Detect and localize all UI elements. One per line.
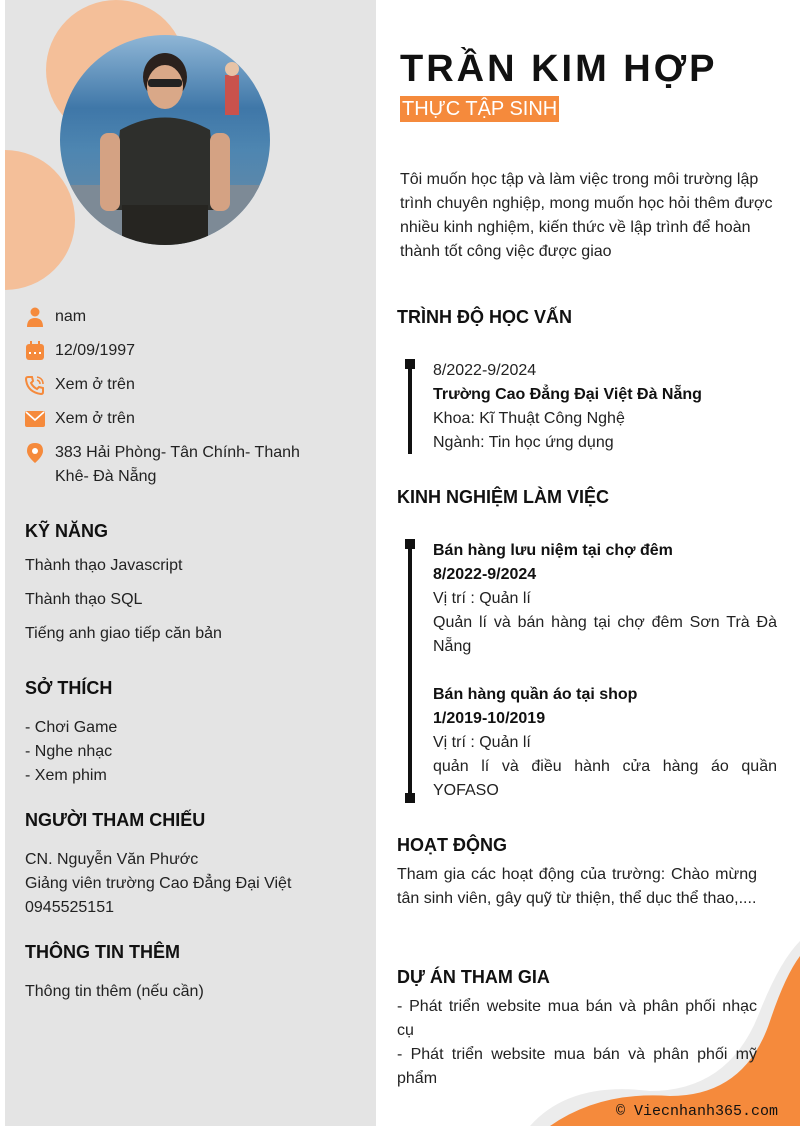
candidate-role: THỰC TẬP SINH [402, 98, 558, 120]
reference-name: CN. Nguyễn Văn Phước [25, 851, 199, 868]
extra-text: Thông tin thêm (nếu cần) [25, 983, 204, 1000]
job-company: Bán hàng lưu niệm tại chợ đêm [433, 542, 673, 559]
hobby-item: - Chơi Game [25, 719, 118, 736]
education-heading: TRÌNH ĐỘ HỌC VẤN [397, 307, 572, 327]
education-major: Ngành: Tin học ứng dụng [433, 434, 614, 451]
timeline-line [408, 364, 412, 454]
hobbies-heading: SỞ THÍCH [25, 678, 113, 698]
email-text: Xem ở trên [55, 410, 135, 427]
project-item: - Phát triển website mua bán và phân phối mỹ phẩm [397, 1046, 757, 1087]
hobby-item: - Xem phim [25, 767, 107, 784]
location-pin-icon [25, 441, 45, 465]
calendar-icon [25, 339, 45, 363]
reference-phone: 0945525151 [25, 899, 114, 916]
contact-address [25, 441, 335, 489]
contact-birthday [25, 339, 325, 363]
skill-item: Thành thạo SQL [25, 591, 143, 608]
skills-heading: KỸ NĂNG [25, 521, 109, 541]
phone-text: Xem ở trên [55, 376, 135, 393]
job-description: quản lí và điều hành cửa hàng áo quần YOFASO [433, 758, 777, 799]
phone-icon [25, 373, 45, 397]
birthday-text: 12/09/1997 [55, 342, 136, 359]
job-description: Quản lí và bán hàng tại chợ đêm Sơn Trà Đà Nẵng [433, 614, 777, 655]
candidate-name: TRẦN KIM HỢP [400, 48, 718, 90]
timeline-line [408, 544, 412, 799]
job-position: Vị trí : Quản lí [433, 734, 531, 751]
extra-heading: THÔNG TIN THÊM [25, 942, 180, 962]
mail-icon [25, 407, 45, 431]
experience-heading: KINH NGHIỆM LÀM VIỆC [397, 487, 610, 507]
hobby-item: - Nghe nhạc [25, 743, 113, 760]
references-heading: NGƯỜI THAM CHIẾU [25, 810, 206, 830]
projects-heading: DỰ ÁN THAM GIA [397, 967, 550, 987]
experience-entry [433, 683, 777, 803]
timeline-cap [405, 793, 415, 803]
reference-position: Giảng viên trường Cao Đẳng Đại Việt [25, 875, 292, 892]
job-period: 8/2022-9/2024 [433, 566, 537, 583]
job-position: Vị trí : Quản lí [433, 590, 531, 607]
copyright: © Viecnhanh365.com [615, 1103, 778, 1120]
skill-item: Thành thạo Javascript [25, 557, 183, 574]
career-objective: Tôi muốn học tập và làm việc trong môi trường lập trình chuyên nghiệp, mong muốn học hỏi thêm được nhiều kinh nghiệm, kiến thức về lập trình để hoàn thành tốt công việc được giao [400, 171, 773, 260]
education-faculty: Khoa: Kĩ Thuật Công Nghệ [433, 410, 625, 427]
activities-heading: HOẠT ĐỘNG [397, 835, 507, 855]
person-icon [25, 305, 45, 329]
job-company: Bán hàng quần áo tại shop [433, 686, 638, 703]
skill-item: Tiếng anh giao tiếp căn bản [25, 625, 222, 642]
job-period: 1/2019-10/2019 [433, 710, 546, 727]
contact-phone [25, 373, 325, 397]
contact-gender [25, 305, 325, 329]
contact-email [25, 407, 325, 431]
experience-entry [433, 539, 777, 659]
education-school: Trường Cao Đẳng Đại Việt Đà Nẵng [433, 386, 702, 403]
address-text: 383 Hải Phòng- Tân Chính- Thanh Khê- Đà Nẵng [55, 444, 300, 485]
avatar [60, 35, 270, 245]
education-period: 8/2022-9/2024 [433, 362, 537, 379]
project-item: - Phát triển website mua bán và phân phối nhạc cụ [397, 998, 757, 1039]
activities-text: Tham gia các hoạt động của trường: Chào mừng tân sinh viên, gây quỹ từ thiện, thể dục thể thao,.... [397, 866, 757, 907]
gender-text: nam [55, 308, 87, 325]
education-entry [433, 359, 777, 455]
